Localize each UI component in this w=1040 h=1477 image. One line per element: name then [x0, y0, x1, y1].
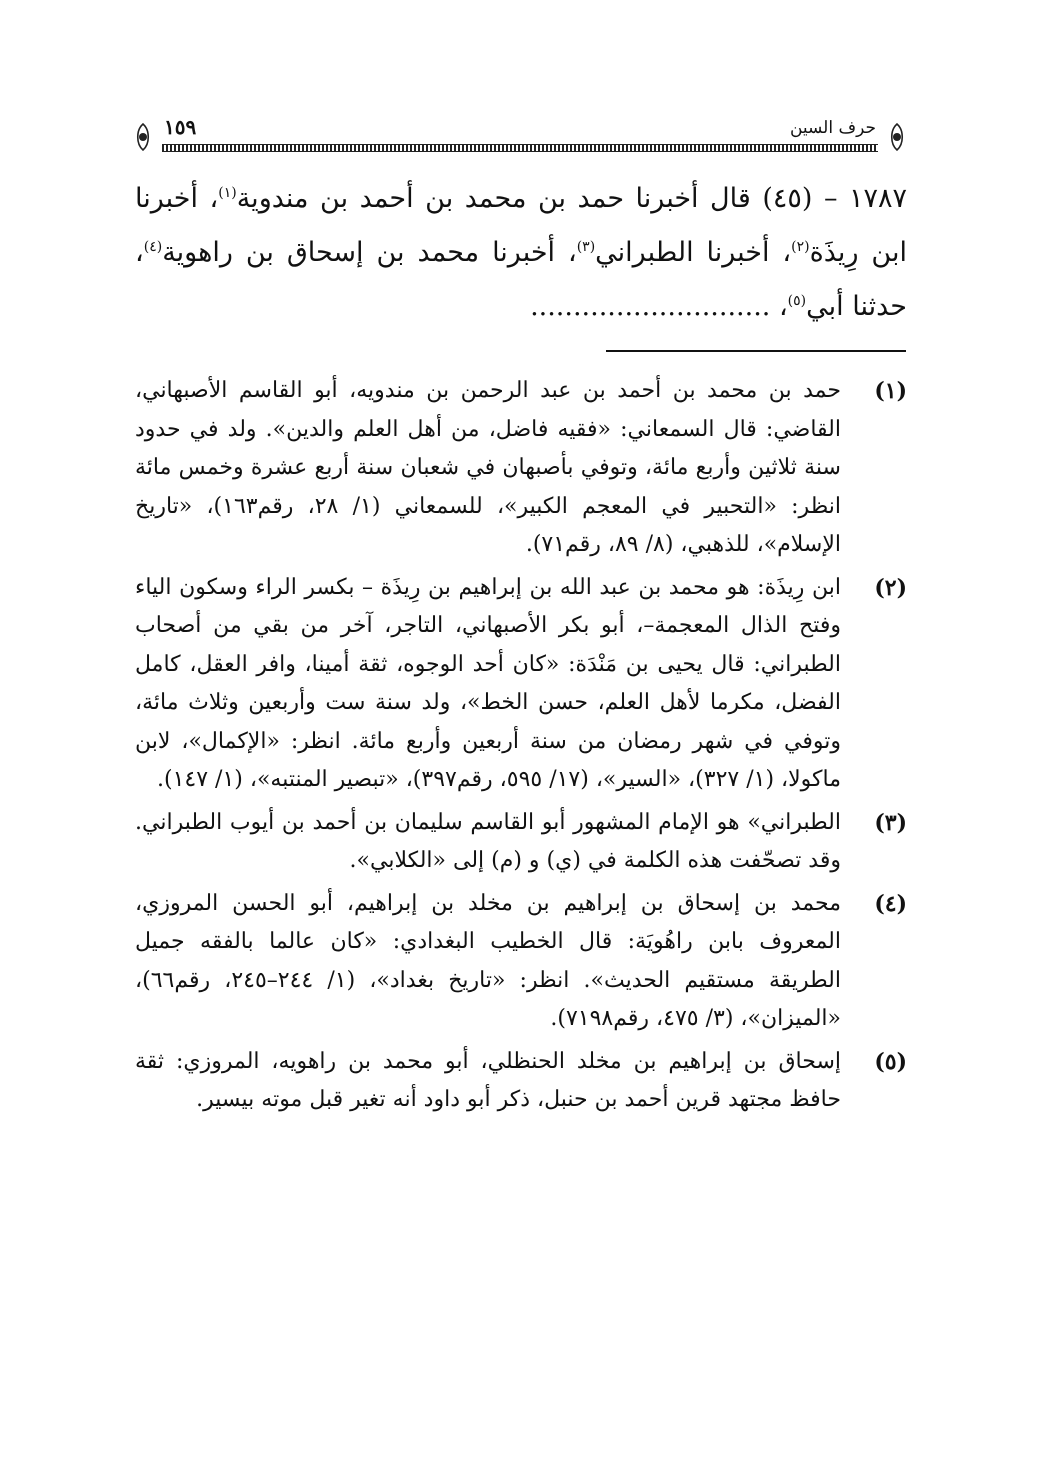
- footnote-number: (٤): [874, 890, 907, 917]
- footnote-text: ابن رِيذَة: هو محمد بن عبد الله بن إبراهيم بن رِيذَة – بكسر الراء وسكون الياء وفتح الذال المعجمة–، أبو بكر الأصبهاني، التاجر، آخر من بقي من أصحاب الطبراني: قال يحيى بن مَنْدَة: «كان أحد الوجوه، ثقة أمينا، وافر العقل، كامل الفضل، مكرما لأهل العلم، حسن الخط»، ولد سنة ست وأربعين وثلاث مائة، وتوفي في شهر رمضان من سنة أربعين وأربع مائة. انظر: «الإكمال»، لابن ماكولا، (١/ ٣٢٧)، «السير»، (١٧/ ٥٩٥، رقم٣٩٧)، «تبصير المنتبه»، (١/ ١٤٧).: [135, 574, 841, 792]
- text-segment: ، أخبرنا ابن رِيذَة: [135, 183, 907, 268]
- footnote: [135, 885, 907, 1039]
- footnote: [135, 804, 907, 881]
- footnote-text: حمد بن محمد بن أحمد بن عبد الرحمن بن مندويه، أبو القاسم الأصبهاني، القاضي: قال السمعاني: «فقيه فاضل، من أهل العلم والدين». ولد في حدود سنة ثلاثين وأربع مائة، وتوفي بأصبهان في شعبان سنة أربع عشرة وخمس مائة انظر: «التحبير في المعجم الكبير»، للسمعاني (١/ ٢٨، رقم١٦٣)، «تاريخ الإسلام»، للذهبي، (٨/ ٨٩، رقم٧١).: [135, 378, 841, 557]
- footnote-ref: (٢): [791, 239, 810, 255]
- footnote-ref: (٤): [143, 239, 163, 255]
- hadith-paragraph: [135, 172, 907, 334]
- footnote-text: محمد بن إسحاق بن إبراهيم بن مخلد بن إبراهيم، أبو الحسن المروزي، المعروف بابن راهُويَة: قال الخطيب البغدادي: «كان عالما بالفقه جميل الطريقة مستقيم الحديث». انظر: «تاريخ بغداد»، (١/ ٢٤٤–٢٤٥، رقم٦٦)، «الميزان»، (٣/ ٤٧٥، رقم٧١٩٨).: [135, 890, 841, 1031]
- footnotes: [135, 372, 907, 1124]
- footnote-number: (٢): [874, 574, 907, 601]
- text-segment: ١٧٨٧ – (٤٥) قال أخبرنا حمد بن محمد بن أحمد بن مندوية: [236, 183, 908, 214]
- text-segment: ، أخبرنا الطبراني: [595, 237, 792, 268]
- page-header: [128, 110, 912, 158]
- ornament-icon: [128, 122, 158, 152]
- footnote-text: إسحاق بن إبراهيم بن مخلد الحنظلي، أبو محمد بن راهويه، المروزي: ثقة حافظ مجتهد قرين أحمد بن حنبل، ذكر أبو داود أنه تغير قبل موته بيسير.: [135, 1048, 841, 1112]
- footnote-ref: (٣): [576, 239, 596, 255]
- hadith-text: [135, 172, 907, 334]
- footnote-number: (١): [874, 378, 907, 404]
- footnote-text: الطبراني» هو الإمام المشهور أبو القاسم سليمان بن أحمد بن أيوب الطبراني. وقد تصحّفت هذه الكلمة في (ي) و (م) إلى «الكلابي».: [135, 809, 841, 873]
- footnote: [135, 569, 907, 800]
- footnote-ref: (١): [218, 185, 237, 201]
- ornament-icon: [882, 122, 912, 152]
- footnote: [135, 1043, 907, 1120]
- text-segment: ، حدثنا أبي: [135, 237, 907, 322]
- footnote-number: (٥): [874, 1048, 907, 1075]
- chapter-title: حرف السين: [789, 118, 876, 138]
- footnote-divider: [606, 350, 906, 352]
- footnote-number: (٣): [874, 809, 907, 836]
- footnote-ref: (٥): [787, 293, 807, 309]
- footnote: [135, 372, 907, 565]
- header-divider: [162, 144, 878, 152]
- text-segment: ، أخبرنا محمد بن إسحاق بن راهوية: [162, 237, 577, 268]
- page-number: ١٥٩: [164, 115, 197, 139]
- text-segment: ، ............................: [530, 291, 788, 322]
